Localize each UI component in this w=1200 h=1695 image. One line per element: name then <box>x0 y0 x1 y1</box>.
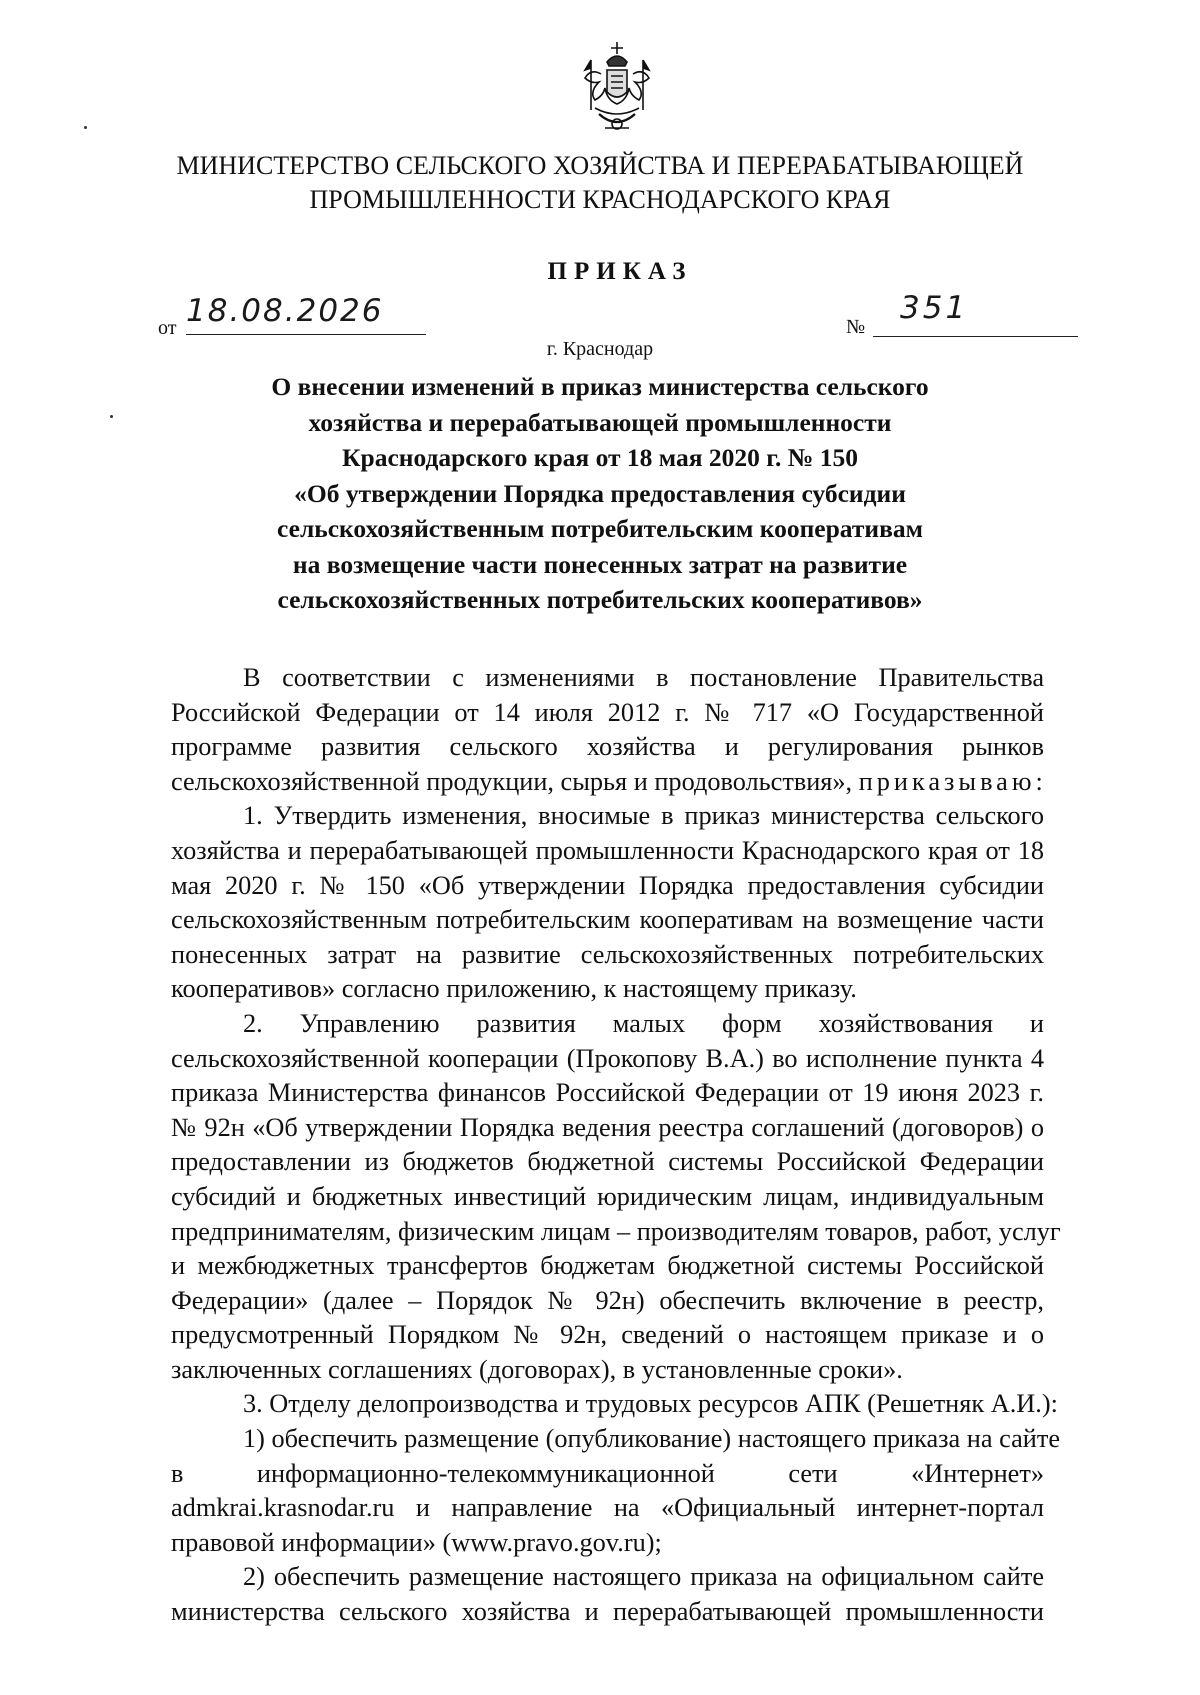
body-line: кооперативов» согласно приложению, к настоящему приказу. <box>171 974 857 1004</box>
document-title <box>180 369 1020 618</box>
body-line: предоставлении из бюджетов бюджетной системы Российской Федерации <box>171 1147 1044 1177</box>
body-line: admkrai.krasnodar.ru и направление на «Официальный интернет-портал <box>171 1493 1044 1523</box>
body-line: субсидий и бюджетных инвестиций юридическим лицам, индивидуальным <box>171 1181 1044 1211</box>
ministry-name-line-1: МИНИСТЕРСТВО СЕЛЬСКОГО ХОЗЯЙСТВА И ПЕРЕРАБАТЫВАЮЩЕЙ <box>176 151 1024 180</box>
body-line: № 92н «Об утверждении Порядка ведения реестра соглашений (договоров) о <box>171 1112 1044 1142</box>
title-line: на возмещение части понесенных затрат на развитие <box>292 549 908 579</box>
body-line: сельскохозяйственным потребительским кооперативам на возмещение части <box>171 905 1044 935</box>
handwritten-date: 18.08.2026 <box>186 293 384 329</box>
body-line: 3. Отделу делопроизводства и трудовых ресурсов АПК (Решетняк А.И.): <box>243 1389 1058 1419</box>
body-line: программе развития сельского хозяйства и регулирования рынков <box>171 732 1044 762</box>
ministry-name-line-2: ПРОМЫШЛЕННОСТИ КРАСНОДАРСКОГО КРАЯ <box>309 185 891 214</box>
body-line <box>171 765 1047 800</box>
scan-speck <box>110 415 113 418</box>
body-line: предусмотренный Порядком № 92н, сведений о настоящем приказе и о <box>171 1320 1044 1350</box>
number-underline <box>873 336 1078 337</box>
coat-of-arms-emblem <box>581 40 653 136</box>
body-line: Российской Федерации от 14 июля 2012 г. № 717 «О Государственной <box>171 697 1044 727</box>
body-line: 2. Управлению развития малых форм хозяйствования и <box>243 1008 1044 1038</box>
body-line: 2) обеспечить размещение настоящего приказа на официальном сайте <box>243 1562 1044 1592</box>
handwritten-number: 351 <box>900 290 969 326</box>
body-line: и межбюджетных трансфертов бюджетам бюджетной системы Российской <box>171 1251 1044 1281</box>
body-line: правовой информации» (www.pravo.gov.ru); <box>171 1527 662 1557</box>
document-type-heading: ПРИКАЗ <box>547 258 693 285</box>
title-line: О внесении изменений в приказ министерства сельского <box>271 372 929 401</box>
body-line: Федерации» (далее – Порядок № 92н) обеспечить включение в реестр, <box>171 1285 1044 1315</box>
body-line: в информационно-телекоммуникационной сети «Интернет» <box>171 1458 1044 1488</box>
body-line: хозяйства и перерабатывающей промышленности Краснодарского края от 18 <box>171 835 1044 865</box>
title-line: хозяйства и перерабатывающей промышленности <box>308 407 892 437</box>
body-line: В соответствии с изменениями в постановление Правительства <box>243 663 1044 692</box>
body-line: заключенных соглашениях (договорах), в установленные сроки». <box>171 1354 903 1384</box>
number-label: № <box>846 316 866 338</box>
document-body <box>171 661 1061 1630</box>
body-line: приказа Министерства финансов Российской Федерации от 19 июня 2023 г. <box>171 1078 1044 1108</box>
body-line: предпринимателям, физическим лицам – производителям товаров, работ, услуг <box>171 1216 1061 1246</box>
body-line: сельскохозяйственной кооперации (Прокопову В.А.) во исполнение пункта 4 <box>171 1043 1044 1073</box>
city: г. Краснодар <box>546 338 654 360</box>
scan-speck <box>84 126 87 129</box>
title-line: Краснодарского края от 18 мая 2020 г. № 150 <box>342 443 858 472</box>
prikazyvayu-word: приказываю: <box>858 766 1047 796</box>
date-underline <box>186 334 426 335</box>
title-line: «Об утверждении Порядка предоставления субсидии <box>294 478 906 508</box>
title-line: сельскохозяйственных потребительских кооперативов» <box>277 585 923 614</box>
body-line: министерства сельского хозяйства и перерабатывающей промышленности <box>171 1597 1044 1627</box>
body-line: понесенных затрат на развитие сельскохозяйственных потребительских <box>171 939 1044 969</box>
body-line: 1) обеспечить размещение (опубликование) настоящего приказа на сайте <box>243 1424 1061 1454</box>
body-line-text: сельскохозяйственной продукции, сырья и продовольствия», <box>171 766 853 796</box>
body-line: 1. Утвердить изменения, вносимые в приказ министерства сельского <box>243 801 1044 831</box>
date-label: от <box>158 317 177 339</box>
body-line: мая 2020 г. № 150 «Об утверждении Порядка предоставления субсидии <box>171 870 1044 900</box>
title-line: сельскохозяйственным потребительским кооперативам <box>277 514 923 543</box>
